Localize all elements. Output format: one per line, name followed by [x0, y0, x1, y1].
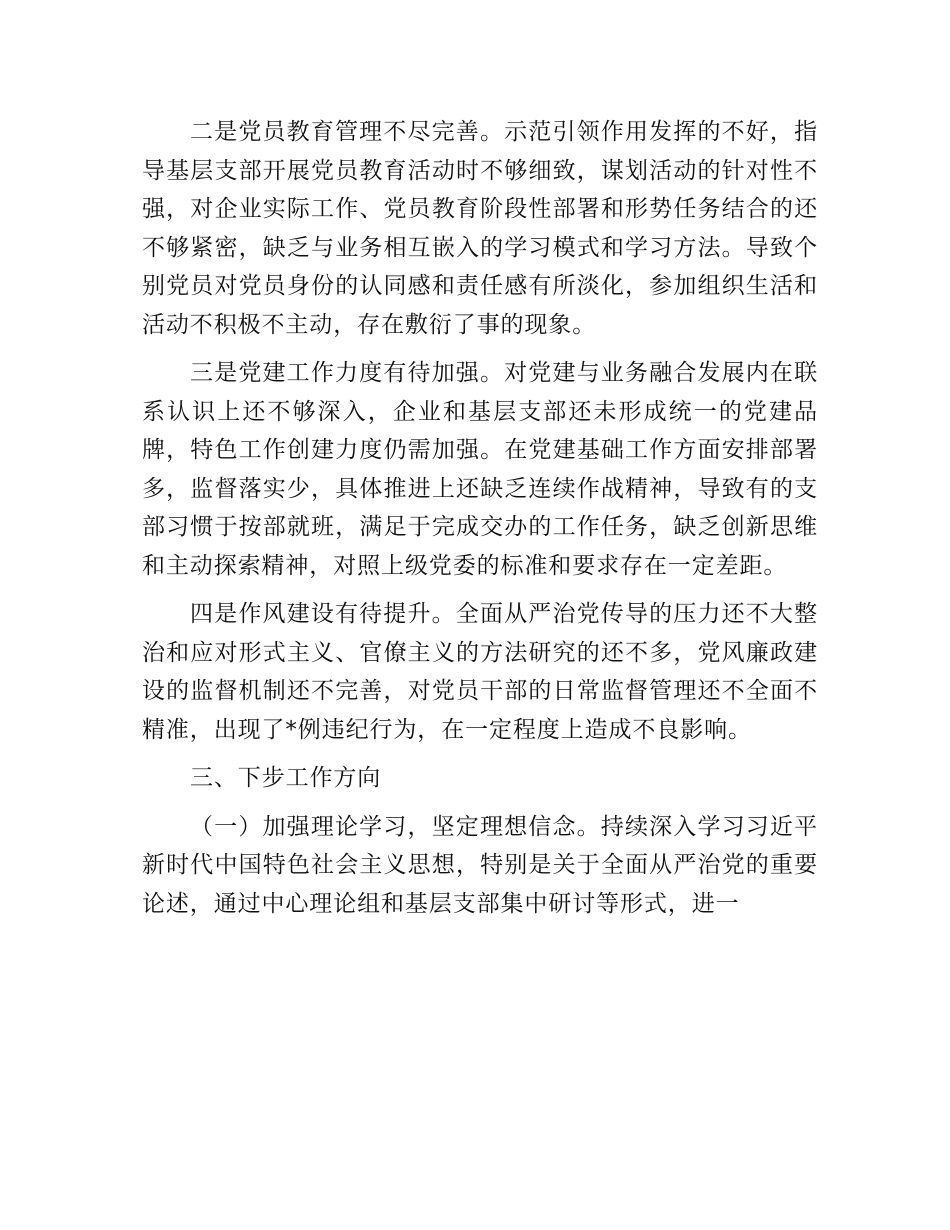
- paragraph-work-style: 四是作风建设有待提升。全面从严治党传导的压力还不大整治和应对形式主义、官僚主义的方法研究的还不多，党风廉政建设的监督机制还不完善，对党员干部的日常监督管理还不全面不精准，出现了*例违纪行为，在一定程度上造成不良影响。: [142, 601, 818, 743]
- paragraph-theory-study: （一）加强理论学习，坚定理想信念。持续深入学习习近平新时代中国特色社会主义思想，特别是关于全面从严治党的重要论述，通过中心理论组和基层支部集中研讨等形式，进一: [142, 813, 818, 917]
- paragraph-party-building: 三是党建工作力度有待加强。对党建与业务融合发展内在联系认识上还不够深入，企业和基层支部还未形成统一的党建品牌，特色工作创建力度仍需加强。在党建基础工作方面安排部署多，监督落实少，具体推进上还缺乏连续作战精神，导致有的支部习惯于按部就班，满足于完成交办的工作任务，缺乏创新思维和主动探索精神，对照上级党委的标准和要求存在一定差距。: [142, 360, 818, 579]
- document-body: [142, 113, 818, 933]
- paragraph-party-education: 二是党员教育管理不尽完善。示范引领作用发挥的不好，指导基层支部开展党员教育活动时不够细致，谋划活动的针对性不强，对企业实际工作、党员教育阶段性部署和形势任务结合的还不够紧密，缺乏与业务相互嵌入的学习模式和学习方法。导致个别党员对党员身份的认同感和责任感有所淡化，参加组织生活和活动不积极不主动，存在敷衍了事的现象。: [142, 119, 818, 338]
- section-heading-next-steps: 三、下步工作方向: [190, 765, 382, 791]
